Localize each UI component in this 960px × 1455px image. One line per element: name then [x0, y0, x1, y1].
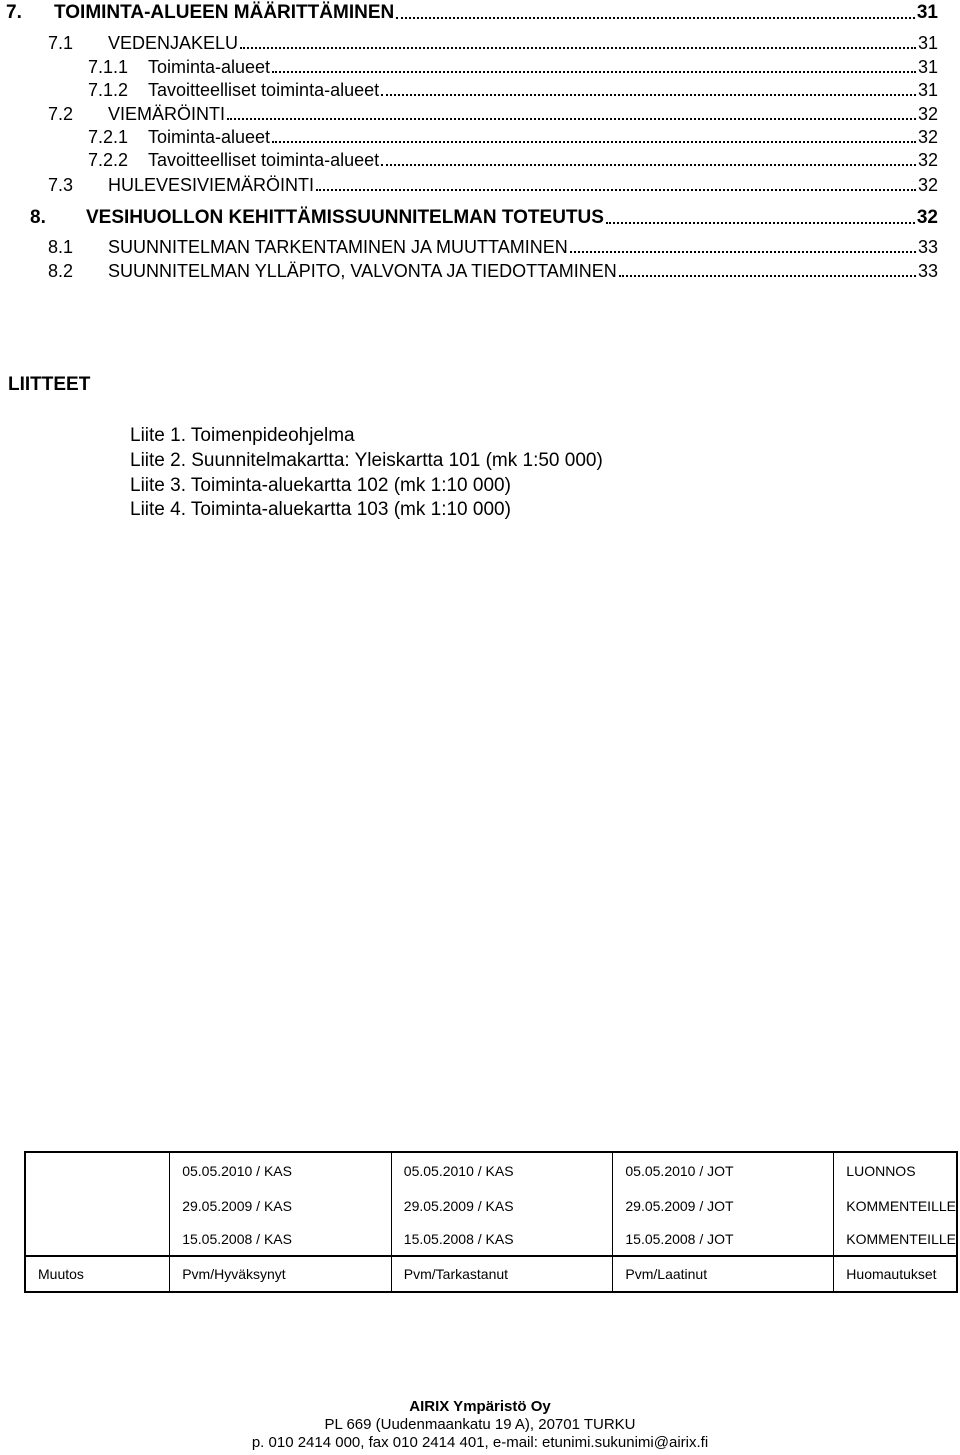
- table-header-row: [25, 1256, 957, 1292]
- appendix-item: Liite 2. Suunnitelmakartta: Yleiskartta 101 (mk 1:50 000): [130, 450, 603, 471]
- table-cell: KOMMENTEILLE: [834, 1222, 957, 1256]
- toc-number: 8.2: [48, 261, 74, 281]
- table-cell: 15.05.2008 / KAS: [391, 1222, 613, 1256]
- toc-title: VESIHUOLLON KEHITTÄMISSUUNNITELMAN TOTEUTUS: [86, 207, 604, 228]
- toc-title: HULEVESIVIEMÄRÖINTI: [108, 175, 315, 195]
- toc-entry[interactable]: [88, 57, 938, 78]
- table-cell: 29.05.2009 / KAS: [391, 1189, 613, 1222]
- toc-number: 8.: [30, 207, 46, 228]
- toc-leader: [272, 141, 916, 143]
- toc-entry[interactable]: [48, 175, 938, 196]
- toc-page: 32: [917, 127, 938, 147]
- table-cell: 05.05.2010 / KAS: [391, 1152, 613, 1189]
- toc-leader: [240, 47, 916, 49]
- toc-number: 7.1.2: [88, 80, 129, 100]
- toc-title: Toiminta-alueet: [148, 127, 271, 147]
- toc-page: 31: [917, 33, 938, 53]
- toc-leader: [619, 275, 916, 277]
- table-header-cell: Pvm/Laatinut: [613, 1256, 834, 1292]
- table-cell: [25, 1189, 170, 1222]
- toc-page: 33: [917, 237, 938, 257]
- toc-entry[interactable]: [48, 261, 938, 282]
- toc-number: 7.2.2: [88, 150, 129, 170]
- toc-number: 7.1: [48, 33, 74, 53]
- table-row: [25, 1152, 957, 1189]
- toc-title: Toiminta-alueet: [148, 57, 271, 77]
- footer-company: AIRIX Ympäristö Oy: [409, 1398, 551, 1415]
- toc-number: 7.2: [48, 104, 74, 124]
- toc-number: 7.: [6, 2, 22, 23]
- toc-page: 33: [917, 261, 938, 281]
- table-row: [25, 1222, 957, 1256]
- table-cell: LUONNOS: [834, 1152, 957, 1189]
- toc-entry[interactable]: [88, 127, 938, 148]
- toc-page: 31: [917, 57, 938, 77]
- table-cell: [25, 1152, 170, 1189]
- table-header-cell: Pvm/Hyväksynyt: [170, 1256, 392, 1292]
- footer-contact: p. 010 2414 000, fax 010 2414 401, e-mail: etunimi.sukunimi@airix.fi: [251, 1434, 709, 1451]
- table-cell: KOMMENTEILLE: [834, 1189, 957, 1222]
- toc-page: 32: [917, 104, 938, 124]
- table-header-cell: Huomautukset: [834, 1256, 957, 1292]
- table-cell: 15.05.2008 / KAS: [170, 1222, 392, 1256]
- revision-table: [24, 1151, 958, 1293]
- toc-leader: [606, 222, 915, 224]
- table-cell: 05.05.2010 / JOT: [613, 1152, 834, 1189]
- toc-leader: [316, 189, 916, 191]
- appendices-heading: LIITTEET: [8, 374, 91, 395]
- table-header-cell: Pvm/Tarkastanut: [391, 1256, 613, 1292]
- toc-leader: [381, 94, 916, 96]
- toc-page: 31: [916, 2, 938, 23]
- page-footer: [0, 1398, 960, 1452]
- toc-number: 8.1: [48, 237, 74, 257]
- toc-page: 32: [916, 207, 938, 228]
- toc-title: VEDENJAKELU: [108, 33, 239, 53]
- table-cell: 29.05.2009 / JOT: [613, 1189, 834, 1222]
- toc-title: Tavoitteelliset toiminta-alueet: [148, 150, 380, 170]
- toc-title: Tavoitteelliset toiminta-alueet: [148, 80, 380, 100]
- toc-entry[interactable]: [48, 104, 938, 125]
- toc-leader: [272, 71, 916, 73]
- toc-page: 32: [917, 150, 938, 170]
- toc-entry[interactable]: [88, 150, 938, 171]
- appendix-item: Liite 3. Toiminta-aluekartta 102 (mk 1:10 000): [130, 475, 511, 496]
- toc-number: 7.1.1: [88, 57, 129, 77]
- toc-entry[interactable]: [88, 80, 938, 101]
- footer-address: PL 669 (Uudenmaankatu 19 A), 20701 TURKU: [324, 1416, 636, 1433]
- appendix-item: Liite 4. Toiminta-aluekartta 103 (mk 1:10 000): [130, 499, 511, 520]
- toc-leader: [396, 17, 915, 19]
- table-cell: 05.05.2010 / KAS: [170, 1152, 392, 1189]
- toc-number: 7.2.1: [88, 127, 129, 147]
- toc-title: SUUNNITELMAN YLLÄPITO, VALVONTA JA TIEDOTTAMINEN: [108, 261, 617, 281]
- table-header-cell: Muutos: [25, 1256, 170, 1292]
- toc-leader: [381, 164, 916, 166]
- toc-page: 31: [917, 80, 938, 100]
- toc-entry[interactable]: [0, 2, 938, 24]
- appendix-item: Liite 1. Toimenpideohjelma: [130, 425, 355, 446]
- toc-title: TOIMINTA-ALUEEN MÄÄRITTÄMINEN: [54, 2, 395, 23]
- toc-leader: [227, 118, 916, 120]
- toc-title: VIEMÄRÖINTI: [108, 104, 226, 124]
- table-row: [25, 1189, 957, 1222]
- toc-leader: [570, 251, 916, 253]
- table-cell: [25, 1222, 170, 1256]
- table-cell: 29.05.2009 / KAS: [170, 1189, 392, 1222]
- toc-entry[interactable]: [30, 207, 938, 229]
- toc-number: 7.3: [48, 175, 74, 195]
- toc-title: SUUNNITELMAN TARKENTAMINEN JA MUUTTAMINEN: [108, 237, 568, 257]
- table-cell: 15.05.2008 / JOT: [613, 1222, 834, 1256]
- toc-entry[interactable]: [48, 33, 938, 54]
- toc-page: 32: [917, 175, 938, 195]
- toc-entry[interactable]: [48, 237, 938, 258]
